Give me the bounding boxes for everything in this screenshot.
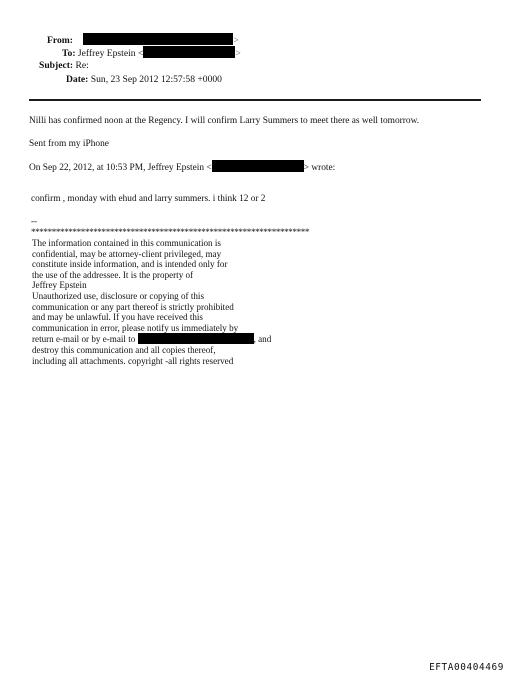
redaction-block — [83, 33, 233, 45]
quote-intro — [29, 160, 335, 174]
disclaimer-line: and may be unlawful. If you have received this — [32, 312, 203, 323]
disclaimer-line: confidential, may be attorney-client privileged, may — [32, 248, 222, 259]
quoted-reply: confirm , monday with ehud and larry summers. i think 12 or 2 — [31, 194, 266, 204]
redaction-block — [143, 46, 235, 58]
document-id: EFTA00404469 — [429, 662, 504, 673]
date-value: Sun, 23 Sep 2012 12:57:58 +0000 — [90, 74, 222, 85]
star-separator: ******************************************************************* — [31, 227, 310, 237]
date-label: Date: — [66, 74, 89, 85]
from-row — [47, 33, 239, 47]
header-divider — [29, 99, 481, 101]
disclaimer-line: destroy this communication and all copies thereof, — [32, 344, 216, 355]
disclaimer-line: communication in error, please notify us immediately by — [32, 322, 239, 333]
redaction-block — [138, 333, 254, 344]
disclaimer-text: , and — [253, 334, 272, 345]
confidentiality-disclaimer — [32, 238, 332, 366]
subject-row — [39, 60, 89, 72]
signature-text: Sent from my iPhone — [29, 139, 109, 149]
subject-value: Re: — [75, 60, 89, 71]
disclaimer-line: Unauthorized use, disclosure or copying of this — [32, 290, 204, 301]
disclaimer-line: including all attachments. copyright -all rights reserved — [32, 355, 234, 366]
disclaimer-line: Jeffrey Epstein — [32, 280, 87, 291]
disclaimer-text: return e-mail or by e-mail to — [32, 334, 136, 345]
quote-intro-text: On Sep 22, 2012, at 10:53 PM, Jeffrey Epstein < — [29, 163, 212, 173]
disclaimer-line: constitute inside information, and is intended only for — [32, 259, 228, 270]
from-gt: > — [233, 35, 239, 46]
disclaimer-line: The information contained in this communication is — [32, 238, 221, 248]
redaction-block — [212, 160, 304, 172]
disclaimer-line: communication or any part thereof is strictly prohibited — [32, 301, 234, 312]
message-text: Nilli has confirmed noon at the Regency. I will confirm Larry Summers to meet there as well tomorrow. — [29, 116, 420, 126]
to-label: To: — [62, 48, 76, 59]
disclaimer-line: the use of the addressee. It is the property of — [32, 269, 194, 280]
to-gt: > — [235, 48, 241, 59]
date-row — [66, 74, 222, 86]
to-row — [62, 46, 241, 60]
to-value: Jeffrey Epstein < — [77, 48, 144, 59]
signature-dashes: -- — [31, 216, 37, 226]
quote-wrote-text: > wrote: — [303, 163, 336, 173]
subject-label: Subject: — [39, 60, 74, 71]
from-label: From: — [47, 35, 73, 46]
disclaimer-line — [32, 333, 332, 345]
